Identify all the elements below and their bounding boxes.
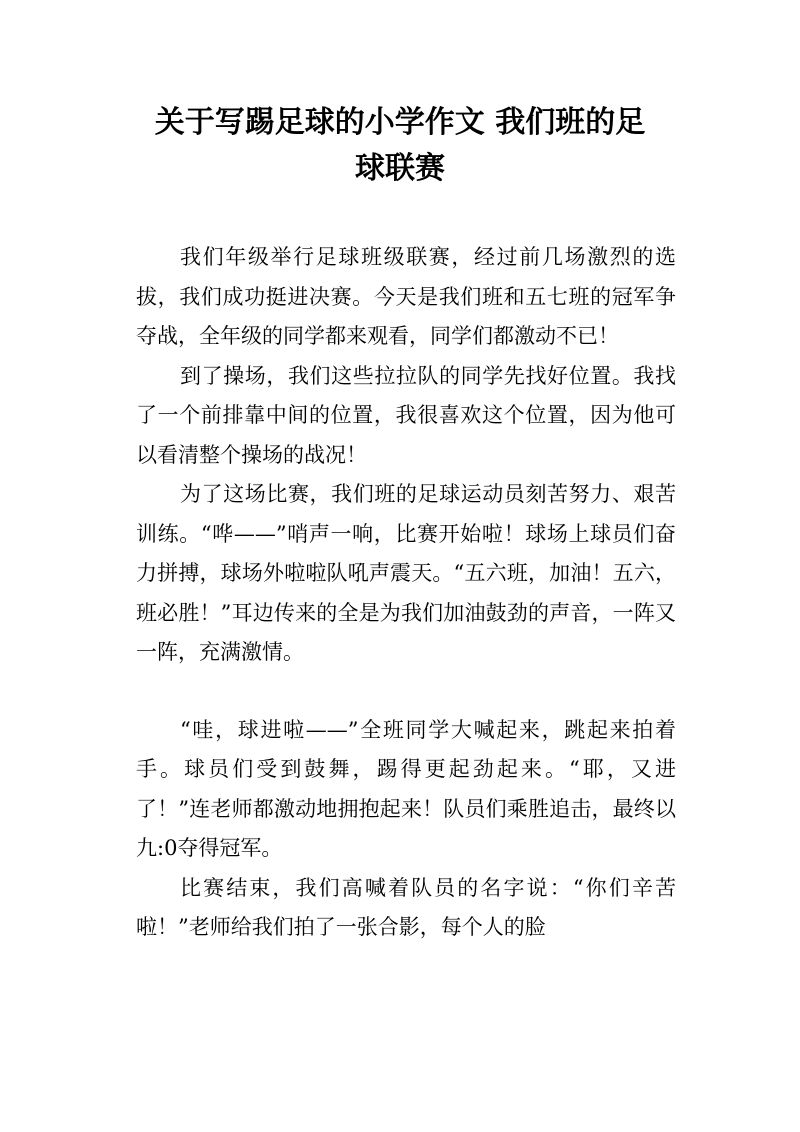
paragraph-2: 到了操场，我们这些拉拉队的同学先找好位置。我找了一个前排靠中间的位置，我很喜欢这个位置，因为他可以看清整个操场的战况！	[136, 363, 676, 467]
document-body	[136, 238, 676, 948]
document-title	[120, 100, 680, 192]
title-line-2: 球联赛	[355, 151, 445, 186]
paragraph-3: 为了这场比赛，我们班的足球运动员刻苦努力、艰苦训练。“哗——”哨声一响，比赛开始啦！球场上球员们奋力拼搏，球场外啦啦队吼声震天。“五六班，加油！五六，班必胜！”耳边传来的全是为我们加油鼓劲的声音，一阵又一阵，充满激情。	[136, 482, 676, 664]
title-line-1: 关于写踢足球的小学作文 我们班的足	[154, 105, 646, 140]
paragraph-4: “哇，球进啦——”全班同学大喊起来，跳起来拍着手。球员们受到鼓舞，踢得更起劲起来。“耶，又进了！”连老师都激动地拥抱起来！队员们乘胜追击，最终以九:0夺得冠军。	[136, 717, 676, 860]
paragraph-5: 比赛结束，我们高喊着队员的名字说：“你们辛苦啦！”老师给我们拍了一张合影，每个人的脸	[136, 875, 676, 939]
paragraph-1: 我们年级举行足球班级联赛，经过前几场激烈的选拔，我们成功挺进决赛。今天是我们班和五七班的冠军争夺战，全年级的同学都来观看，同学们都激动不已！	[136, 245, 676, 348]
